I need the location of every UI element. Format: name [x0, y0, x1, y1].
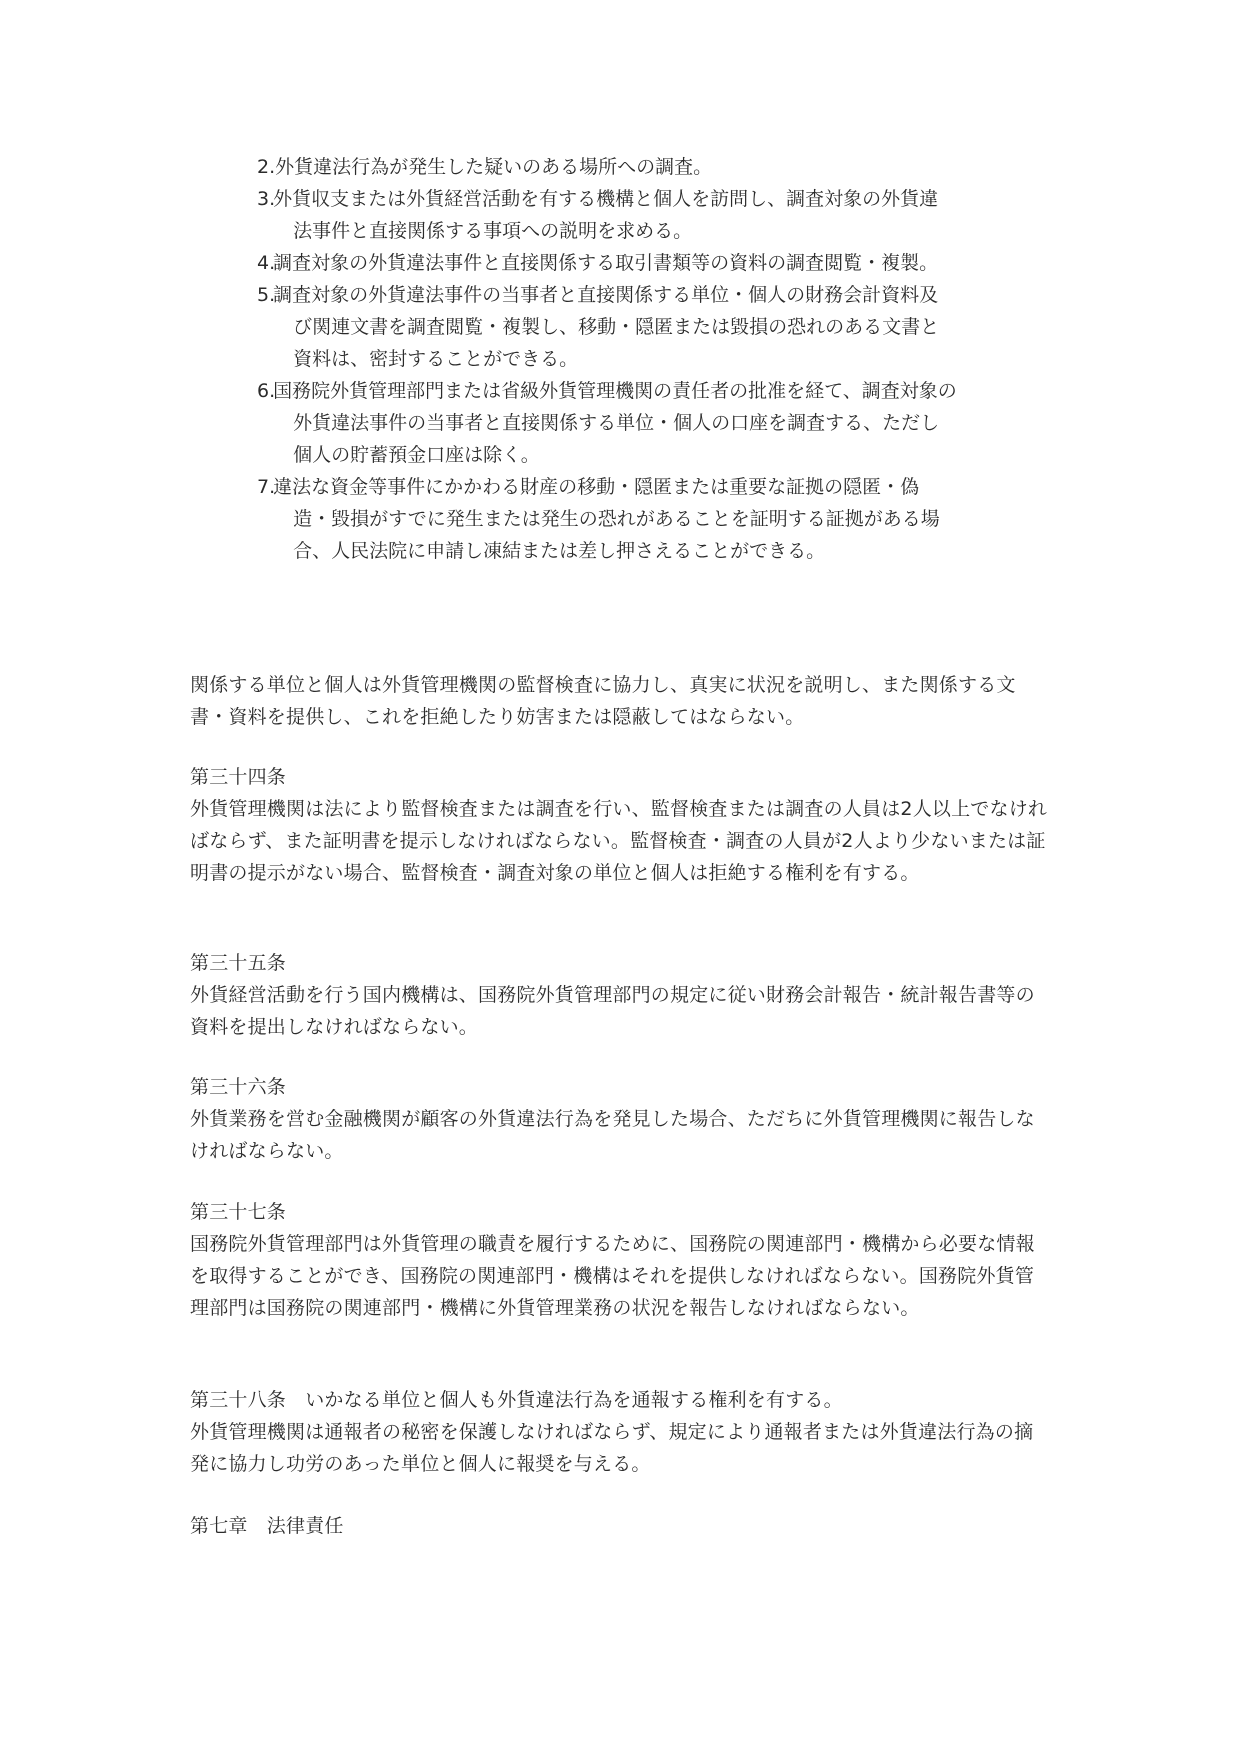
list-item-text: 国務院外貨管理部門または省級外貨管理機関の責任者の批准を経て、調査対象の外貨違法事件の当事者と直接関係する単位・個人の口座を調査する、ただし個人の貯蓄預金口座は除く。 [273, 380, 957, 466]
article-35 [190, 947, 1050, 1043]
list-item-number: 5. [257, 284, 276, 306]
article-text: 外貨業務を営む金融機関が顧客の外貨違法行為を発見した場合、ただちに外貨管理機関に報告しなければならない。 [190, 1108, 1035, 1162]
list-item-number: 4. [257, 252, 276, 274]
list-item [257, 183, 957, 247]
article-text: 外貨経営活動を行う国内機構は、国務院外貨管理部門の規定に従い財務会計報告・統計報告書等の資料を提出しなければならない。 [190, 984, 1035, 1038]
article-heading: 第三十四条 [190, 766, 287, 788]
list-item-number: 7. [257, 476, 276, 498]
article-heading: 第三十八条 いかなる単位と個人も外貨違法行為を通報する権利を有する。 [190, 1389, 843, 1411]
list-item-number: 2. [257, 156, 276, 178]
list-item [257, 247, 957, 279]
chapter-heading: 第七章 法律責任 [190, 1515, 344, 1537]
list-item-number: 6. [257, 380, 276, 402]
investigation-measures-list [257, 151, 957, 567]
list-item-text: 違法な資金等事件にかかわる財産の移動・隠匿または重要な証拠の隠匿・偽造・毀損がすでに発生または発生の恐れがあることを証明する証拠がある場合、人民法院に申請し凍結または差し押さえることができる。 [273, 476, 940, 562]
article-heading: 第三十六条 [190, 1076, 287, 1098]
article-36 [190, 1071, 1050, 1167]
list-item [257, 151, 957, 183]
article-heading: 第三十七条 [190, 1201, 287, 1223]
article-text: 外貨管理機関は法により監督検査または調査を行い、監督検査または調査の人員は2人以上でなければならず、また証明書を提示しなければならない。監督検査・調査の人員が2人より少ないまたは証明書の提示がない場合、監督検査・調査対象の単位と個人は拒絶する権利を有する。 [190, 798, 1048, 884]
list-item [257, 375, 957, 471]
list-item [257, 471, 957, 567]
list-item-text: 外貨違法行為が発生した疑いのある場所への調査。 [275, 156, 713, 178]
paragraph-text: 関係する単位と個人は外貨管理機関の監督検査に協力し、真実に状況を説明し、また関係する文書・資料を提供し、これを拒絶したり妨害または隠蔽してはならない。 [190, 674, 1016, 728]
list-item-text: 調査対象の外貨違法事件の当事者と直接関係する単位・個人の財務会計資料及び関連文書を調査閲覧・複製し、移動・隠匿または毀損の恐れのある文書と資料は、密封することができる。 [273, 284, 940, 370]
list-item-text: 調査対象の外貨違法事件と直接関係する取引書類等の資料の調査閲覧・複製。 [273, 252, 939, 274]
article-37 [190, 1196, 1050, 1324]
article-38 [190, 1384, 1050, 1480]
list-item-number: 3. [257, 188, 276, 210]
article-text: 外貨管理機関は通報者の秘密を保護しなければならず、規定により通報者または外貨違法行為の摘発に協力し功労のあった単位と個人に報奨を与える。 [190, 1421, 1034, 1475]
cooperation-paragraph [190, 669, 1050, 733]
article-34 [190, 761, 1050, 889]
chapter-7 [190, 1510, 1050, 1542]
list-item [257, 279, 957, 375]
article-text: 国務院外貨管理部門は外貨管理の職責を履行するために、国務院の関連部門・機構から必要な情報を取得することができ、国務院の関連部門・機構はそれを提供しなければならない。国務院外貨管理部門は国務院の関連部門・機構に外貨管理業務の状況を報告しなければならない。 [190, 1233, 1035, 1319]
article-heading: 第三十五条 [190, 952, 287, 974]
list-item-text: 外貨収支または外貨経営活動を有する機構と個人を訪問し、調査対象の外貨違法事件と直接関係する事項への説明を求める。 [273, 188, 939, 242]
